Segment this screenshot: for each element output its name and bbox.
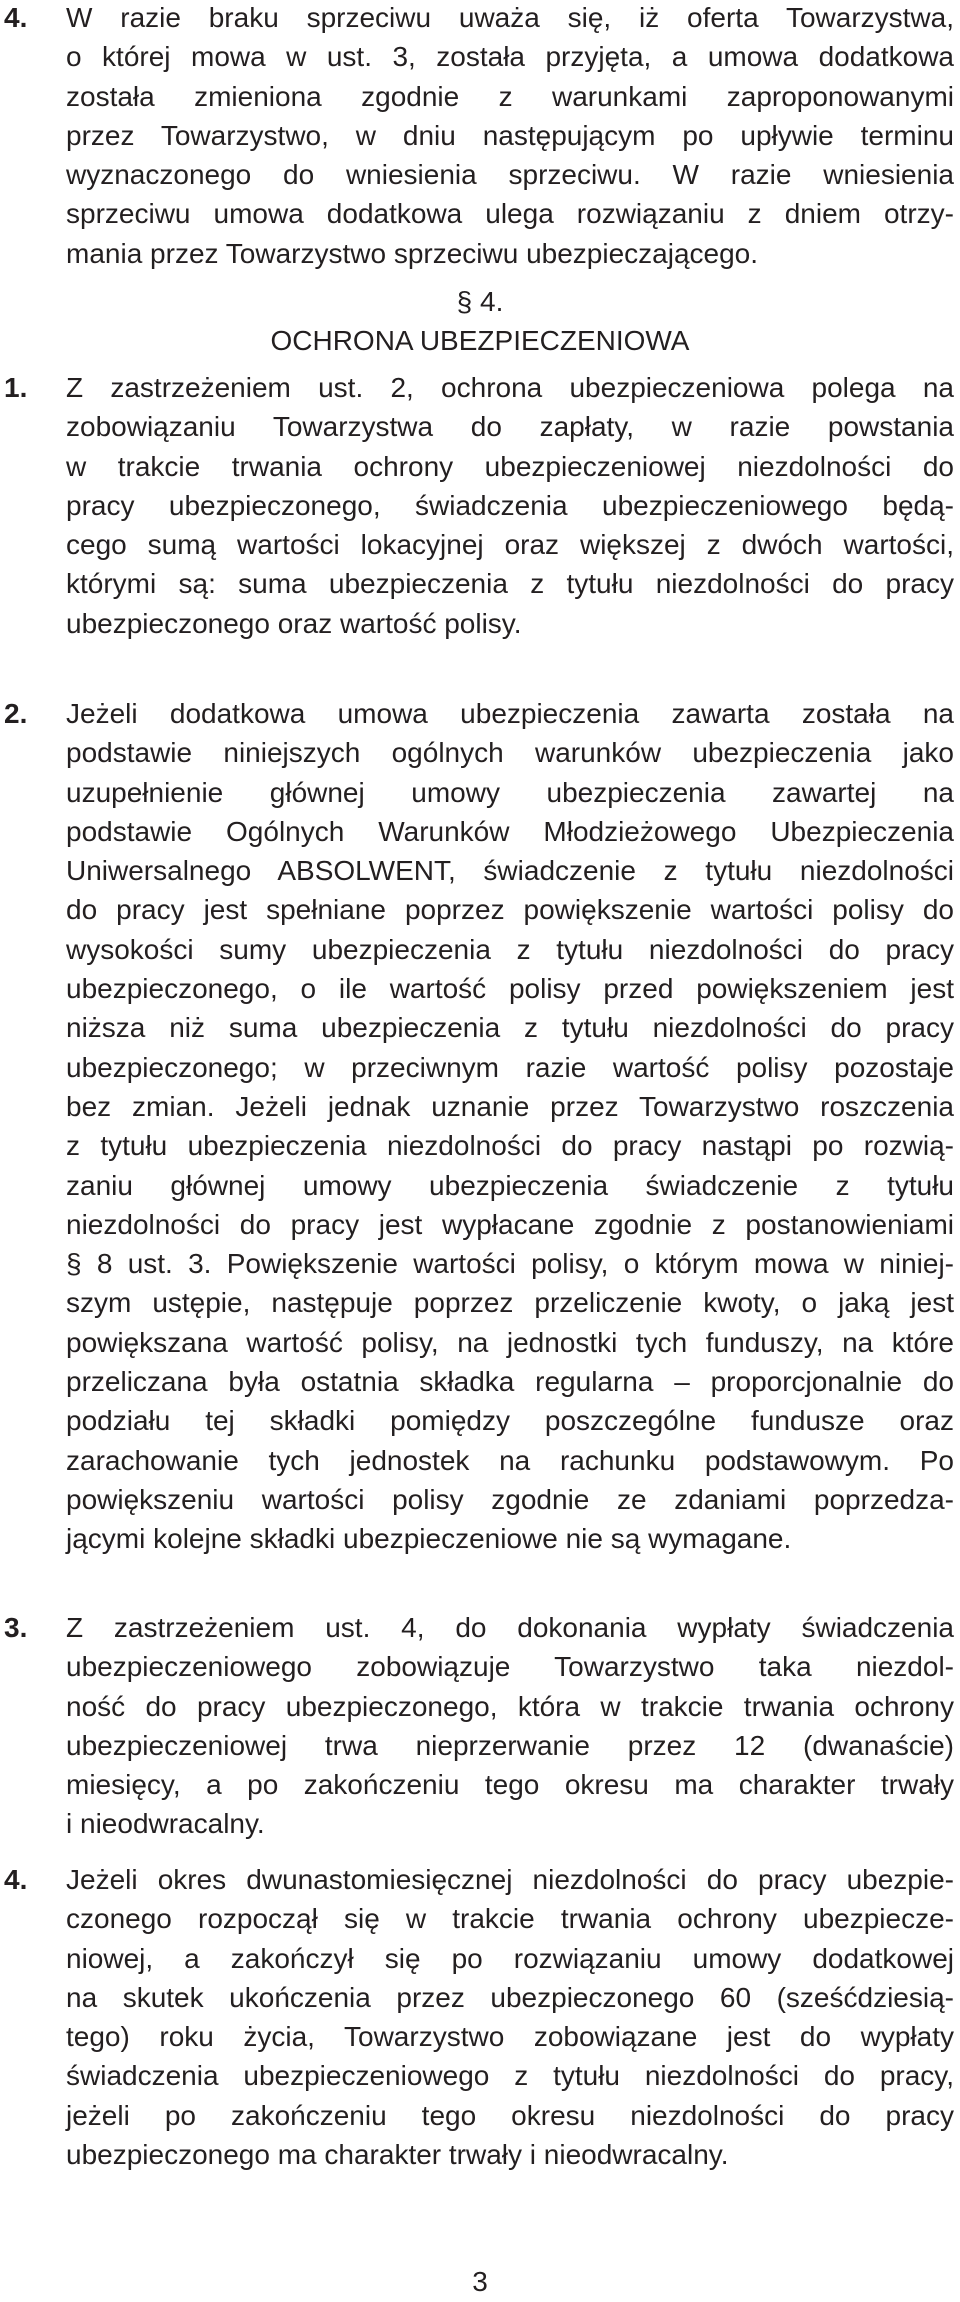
text-line: miesięcy, a po zakończeniu tego okresu ma charakter trwały [66,1769,954,1801]
text-line: Uniwersalnego ABSOLWENT, świadczenie z tytułu niezdolności [66,855,954,887]
text-line: niezdolności do pracy jest wypłacane zgodnie z postanowieniami [66,1208,954,1240]
text-line: wysokości sumy ubezpieczenia z tytułu niezdolności do pracy [66,933,954,965]
text-line: wyznaczonego do wniesienia sprzeciwu. W razie wniesienia [66,159,954,191]
text-line: podstawie Ogólnych Warunków Młodzieżowego Ubezpieczenia [66,815,954,847]
text-line: którymi są: suma ubezpieczenia z tytułu niezdolności do pracy [66,568,954,600]
text-line: zobowiązaniu Towarzystwa do zapłaty, w razie powstania [66,411,954,443]
text-line: ubezpieczeniowego zobowiązuje Towarzystwo taka niezdol- [66,1651,954,1683]
text-line: tego) roku życia, Towarzystwo zobowiązane jest do wypłaty [66,2021,954,2053]
text-line: Jeżeli dodatkowa umowa ubezpieczenia zawarta została na [66,698,954,729]
text-line: § 8 ust. 3. Powiększenie wartości polisy, o którym mowa w niniej- [66,1248,954,1280]
text-line: sprzeciwu umowa dodatkowa ulega rozwiązaniu z dniem otrzy- [66,198,954,230]
text-line: Z zastrzeżeniem ust. 4, do dokonania wypłaty świadczenia [66,1612,954,1643]
text-line: ubezpieczonego; w przeciwnym razie wartość polisy pozostaje [66,1051,954,1083]
section-title: OCHRONA UBEZPIECZENIOWA [270,325,690,356]
paragraph-number: 4. [4,1864,28,1895]
text-line: bez zmian. Jeżeli jednak uznanie przez Towarzystwo roszczenia [66,1090,954,1122]
paragraph-number: 4. [4,2,28,33]
paragraph-4 [0,1860,956,2174]
text-line: została zmieniona zgodnie z warunkami zaproponowanymi [66,80,954,112]
paragraph-text [66,1608,954,1844]
text-line: szym ustępie, następuje poprzez przeliczenie kwoty, o jaką jest [66,1287,954,1319]
text-line: jącymi kolejne składki ubezpieczeniowe nie są wymagane. [66,1523,792,1555]
text-line: uzupełnienie głównej umowy ubezpieczenia zawartej na [66,776,954,808]
paragraph-2 [0,694,956,1559]
text-line: podstawie niniejszych ogólnych warunków ubezpieczenia jako [66,737,954,769]
paragraph-1 [0,368,956,643]
text-line: na skutek ukończenia przez ubezpieczonego 60 (sześćdziesią- [66,1981,954,2013]
text-line: czonego rozpoczął się w trakcie trwania ochrony ubezpiecze- [66,1903,954,1935]
text-line: niowej, a zakończył się po rozwiązaniu umowy dodatkowej [66,1942,954,1974]
text-line: pracy ubezpieczonego, świadczenia ubezpieczeniowego będą- [66,489,954,521]
text-line: przez Towarzystwo, w dniu następującym po upływie terminu [66,119,954,151]
paragraph-3 [0,1608,956,1844]
text-line: zaniu głównej umowy ubezpieczenia świadczenie z tytułu [66,1169,954,1201]
text-line: jeżeli po zakończeniu tego okresu niezdolności do pracy [66,2099,954,2131]
paragraph-number: 2. [4,698,28,729]
paragraph-text [66,0,954,273]
text-line: podziału tej składki pomiędzy poszczególne fundusze oraz [66,1405,954,1437]
text-line: W razie braku sprzeciwu uważa się, iż oferta Towarzystwa, [66,2,954,33]
text-line: o której mowa w ust. 3, została przyjęta, a umowa dodatkowa [66,41,954,73]
text-line: ubezpieczonego oraz wartość polisy. [66,607,522,639]
text-line: ubezpieczonego ma charakter trwały i nieodwracalny. [66,2139,729,2171]
section-number: § 4. [456,286,504,317]
paragraph-text [66,694,954,1559]
text-line: niższa niż suma ubezpieczenia z tytułu niezdolności do pracy [66,1012,954,1044]
paragraph-number: 3. [4,1612,28,1643]
text-line: i nieodwracalny. [66,1808,265,1840]
paragraph-text [66,368,954,643]
page-number: 3 [472,2266,488,2297]
paragraph-4-intro [0,0,956,273]
text-line: cego sumą wartości lokacyjnej oraz większej z dwóch wartości, [66,529,954,561]
text-line: świadczenia ubezpieczeniowego z tytułu niezdolności do pracy, [66,2060,954,2092]
text-line: zarachowanie tych jednostek na rachunku podstawowym. Po [66,1444,954,1476]
paragraph-number: 1. [4,372,28,403]
text-line: powiększeniu wartości polisy zgodnie ze zdaniami poprzedza- [66,1483,954,1515]
text-line: Z zastrzeżeniem ust. 2, ochrona ubezpieczeniowa polega na [66,372,954,403]
text-line: w trakcie trwania ochrony ubezpieczeniowej niezdolności do [66,450,954,482]
text-line: ubezpieczonego, o ile wartość polisy przed powiększeniem jest [66,973,954,1005]
text-line: przeliczana była ostatnia składka regularna – proporcjonalnie do [66,1366,954,1398]
text-line: ność do pracy ubezpieczonego, która w trakcie trwania ochrony [66,1690,954,1722]
text-line: mania przez Towarzystwo sprzeciwu ubezpieczającego. [66,237,759,269]
text-line: Jeżeli okres dwunastomiesięcznej niezdolności do pracy ubezpie- [66,1864,954,1895]
text-line: powiększana wartość polisy, na jednostki tych funduszy, na które [66,1326,954,1358]
text-line: ubezpieczeniowej trwa nieprzerwanie przez 12 (dwanaście) [66,1729,954,1761]
text-line: do pracy jest spełniane poprzez powiększenie wartości polisy do [66,894,954,926]
paragraph-text [66,1860,954,2174]
text-line: z tytułu ubezpieczenia niezdolności do pracy nastąpi po rozwią- [66,1130,954,1162]
